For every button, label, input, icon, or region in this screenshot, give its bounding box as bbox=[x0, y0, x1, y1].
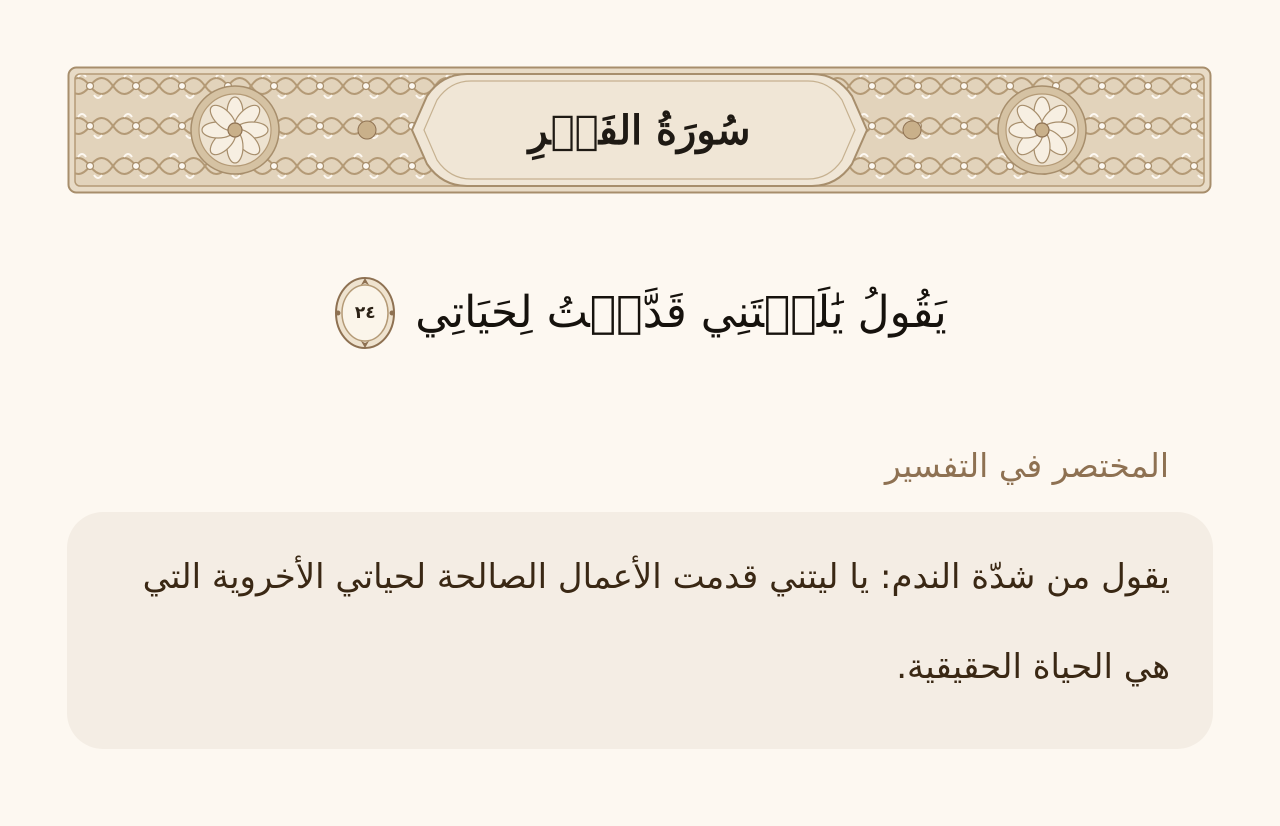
ayah-number: ٢٤ bbox=[354, 303, 376, 323]
ayah-text: يَقُولُ يَٰلَيۡتَنِي قَدَّمۡتُ لِحَيَاتِي bbox=[415, 287, 947, 338]
tafsir-text: يقول من شدّة الندم: يا ليتني قدمت الأعمال الصالحة لحياتي الأخروية التي هي الحياة الحقيقية. bbox=[142, 557, 1170, 687]
tafsir-source-heading: المختصر في التفسير bbox=[884, 445, 1169, 485]
surah-title: سُورَةُ الفَجۡرِ bbox=[528, 106, 751, 154]
tafsir-card bbox=[67, 512, 1213, 749]
rosette-ornament-icon bbox=[998, 86, 1086, 174]
ayah-end-marker-icon bbox=[333, 275, 397, 351]
ayah-line bbox=[0, 268, 1280, 358]
rosette-ornament-icon bbox=[191, 86, 279, 174]
surah-header-banner bbox=[67, 66, 1212, 194]
